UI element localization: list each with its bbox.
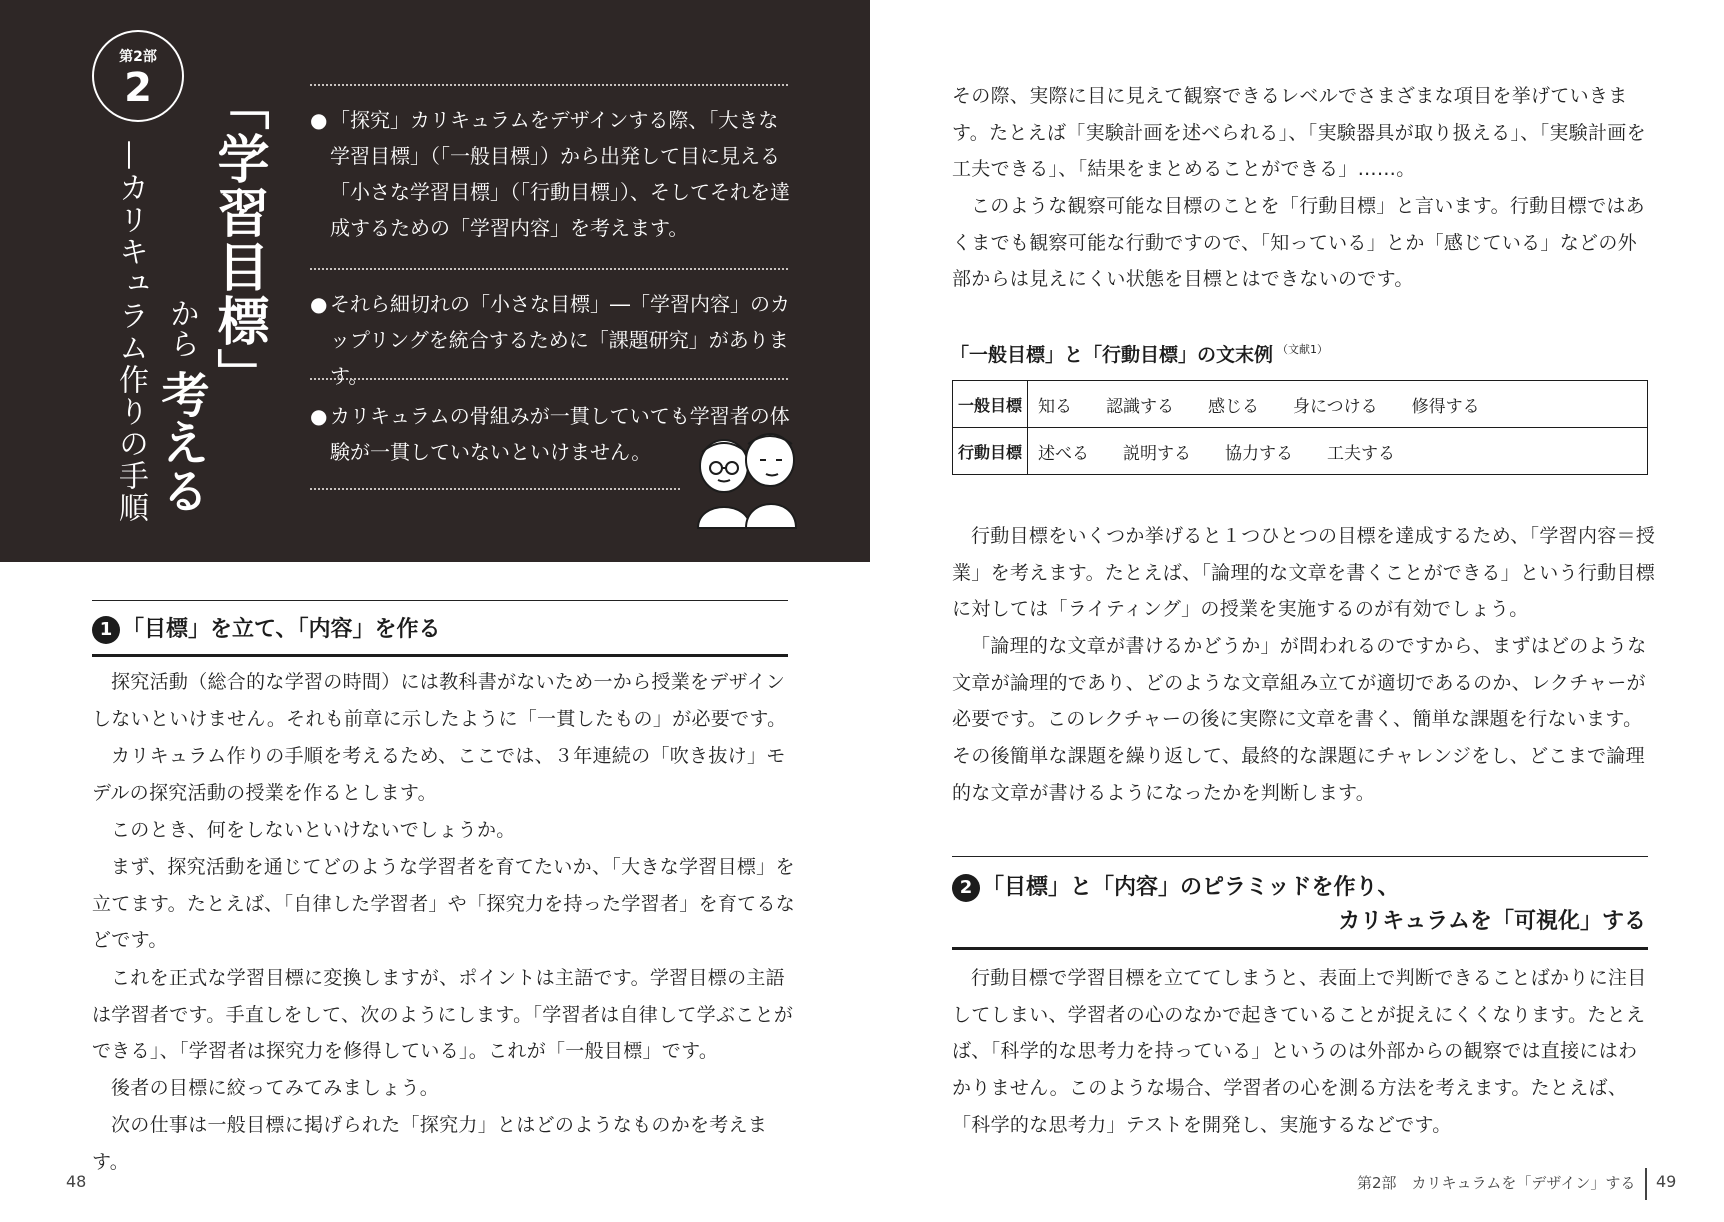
body-paragraph: これを正式な学習目標に変換しますが、ポイントは主語です。学習目標の主語は学習者です。手直しをして、次のようにします。「学習者は自律して学ぶことができる」、「学習者は探究力を修得している」。これが「一般目標」です。 bbox=[92, 967, 794, 1063]
section-number-badge: 2 bbox=[952, 874, 980, 902]
bullet-mark: ● bbox=[310, 292, 328, 316]
chapter-header-block bbox=[0, 0, 870, 562]
table-cell: 説明する bbox=[1123, 443, 1191, 464]
table-cell: 工夫する bbox=[1327, 443, 1395, 464]
section-top-rule bbox=[952, 856, 1648, 857]
dotted-divider bbox=[310, 488, 680, 490]
body-paragraph: 行動目標で学習目標を立ててしまうと、表面上で判断できることばかりに注目してしまい、学習者の心のなかで起きていることが捉えにくくなります。たとえば、「科学的な思考力を持っている」というのは外部からの観察では直接にはわかりません。このような場合、学習者の心を測る方法を考えます。たとえば、「科学的な思考力」テストを開発し、実施するなどです。 bbox=[952, 967, 1647, 1136]
body-paragraph: 後者の目標に絞ってみてみましょう。 bbox=[111, 1077, 440, 1099]
page-number-right: 49 bbox=[1656, 1172, 1677, 1191]
bullet-text: それら細切れの「小さな目標」―「学習内容」のカップリングを統合するために「課題研究」があります。 bbox=[330, 292, 790, 388]
section-2-heading-text-1: 「目標」と「内容」のピラミッドを作り、 bbox=[982, 875, 1400, 900]
body-paragraph: 探究活動（総合的な学習の時間）には教科書がないため一から授業をデザインしないといけません。それも前章に示したように「一貫したもの」が必要です。 bbox=[92, 671, 787, 730]
summary-bullet bbox=[310, 102, 798, 246]
two-people-illustration bbox=[688, 430, 808, 530]
section-2-heading-line2: カリキュラムを「可視化」する bbox=[1338, 909, 1646, 934]
table-row-values bbox=[1028, 381, 1648, 428]
body-paragraph: まず、探究活動を通じてどのような学習者を育てたいか、「大きな学習目標」を立てます。たとえば、「自律した学習者」や「探究力を持った学習者」を育てるなどです。 bbox=[92, 856, 796, 952]
bullet-mark: ● bbox=[310, 404, 328, 428]
chapter-title-kangaeru: 考える bbox=[153, 370, 209, 514]
table-caption-note: （文献1） bbox=[1277, 343, 1329, 356]
section-1-heading bbox=[92, 612, 441, 644]
table-caption-text: 「一般目標」と「行動目標」の文末例 bbox=[950, 344, 1274, 366]
table-cell: 協力する bbox=[1225, 443, 1293, 464]
bullet-text: カリキュラムの骨組みが一貫していても学習者の体験が一貫していないといけません。 bbox=[330, 404, 790, 464]
body-paragraph: 次の仕事は一般目標に掲げられた「探究力」とはどのようなものかを考えます。 bbox=[92, 1114, 768, 1173]
part-badge-label: 第2部 bbox=[119, 49, 157, 65]
table-row bbox=[953, 381, 1648, 428]
table-caption bbox=[950, 340, 1328, 367]
chapter-title-main: 「学習目標」 bbox=[208, 78, 269, 402]
table-cell: 身につける bbox=[1293, 396, 1378, 417]
page-number-left: 48 bbox=[66, 1172, 87, 1191]
section-bottom-rule bbox=[92, 654, 788, 657]
body-paragraph: このとき、何をしないといけないでしょうか。 bbox=[111, 819, 516, 841]
table-row-values bbox=[1028, 428, 1648, 475]
running-head: 第2部 カリキュラムを「デザイン」する bbox=[1357, 1174, 1636, 1192]
table-row-header: 行動目標 bbox=[953, 428, 1028, 475]
footer-divider bbox=[1645, 1168, 1647, 1200]
bullet-mark: ● bbox=[310, 108, 328, 132]
dotted-divider bbox=[310, 84, 788, 86]
table-cell: 知る bbox=[1038, 396, 1072, 417]
body-paragraph: 「論理的な文章が書けるかどうか」が問われるのですから、まずはどのような文章が論理的であり、どのような文章組み立てが適切であるのか、レクチャーが必要です。このレクチャーの後に実際に文章を書く、簡単な課題を行ないます。その後簡単な課題を繰り返して、最終的な課題にチャレンジをし、どこまで論理的な文章が書けるようになったかを判断します。 bbox=[952, 635, 1647, 804]
dotted-divider bbox=[310, 378, 788, 380]
table-cell: 修得する bbox=[1411, 396, 1480, 417]
table-row bbox=[953, 428, 1648, 475]
section-bottom-rule bbox=[952, 947, 1648, 950]
body-paragraph: このような観察可能な目標のことを「行動目標」と言います。行動目標ではあくまでも観察可能な行動ですので、「知っている」とか「感じている」などの外部からは見えにくい状態を目標とはできないのです。 bbox=[952, 195, 1645, 291]
body-paragraph: 行動目標をいくつか挙げると１つひとつの目標を達成するため、「学習内容＝授業」を考えます。たとえば、「論理的な文章を書くことができる」という行動目標に対しては「ライティング」の授業を実施するのが有効でしょう。 bbox=[952, 525, 1656, 621]
table-cell: 感じる bbox=[1208, 396, 1259, 417]
body-paragraph: その際、実際に目に見えて観察できるレベルでさまざまな項目を挙げていきます。たとえば「実験計画を述べられる」、「実験器具が取り扱える」、「実験計画を工夫できる」、「結果をまとめることができる」……。 bbox=[952, 85, 1646, 181]
bullet-text: 「探究」カリキュラムをデザインする際、「大きな学習目標」（「一般目標」）から出発して目に見える「小さな学習目標」（「行動目標」）、そしてそれを達成するための「学習内容」を考えます。 bbox=[330, 108, 790, 240]
chapter-title-kara: から bbox=[164, 298, 199, 358]
table-row-header: 一般目標 bbox=[953, 381, 1028, 428]
section-1-heading-text: 「目標」を立て、「内容」を作る bbox=[122, 617, 441, 642]
table-cell: 認識する bbox=[1106, 396, 1174, 417]
chapter-subtitle: —カリキュラム作りの手順 bbox=[113, 140, 148, 524]
goal-ending-table bbox=[952, 380, 1648, 475]
part-badge-number: 2 bbox=[124, 65, 152, 111]
section-top-rule bbox=[92, 600, 788, 601]
part-badge bbox=[92, 30, 184, 122]
section-2-heading-line1 bbox=[952, 870, 1400, 902]
section-number-badge: 1 bbox=[92, 616, 120, 644]
body-paragraph: カリキュラム作りの手順を考えるため、ここでは、３年連続の「吹き抜け」モデルの探究活動の授業を作るとします。 bbox=[92, 745, 786, 804]
dotted-divider bbox=[310, 268, 788, 270]
table-cell: 述べる bbox=[1038, 443, 1089, 464]
